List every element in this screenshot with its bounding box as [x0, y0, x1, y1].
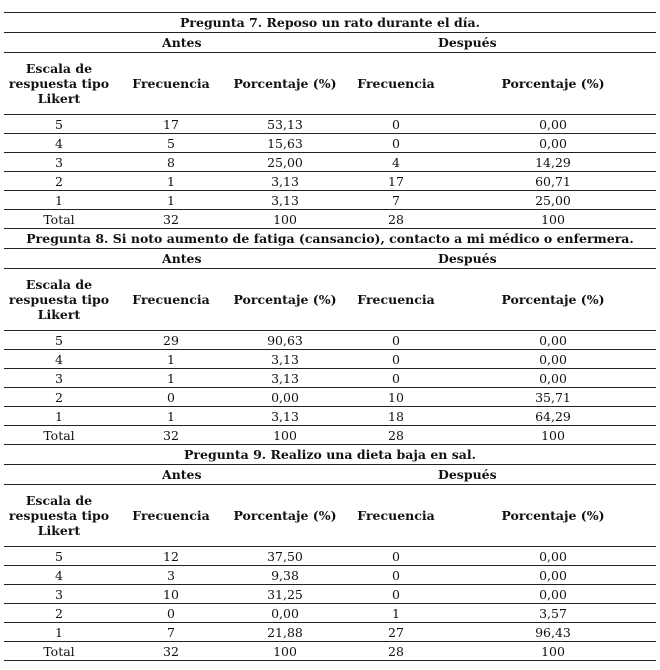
percent-after-header: Porcentaje (%) [450, 269, 656, 331]
percent-after-cell: 0,00 [450, 566, 656, 585]
table-row [4, 585, 656, 604]
scale-cell: 4 [4, 134, 114, 153]
likert-tables [4, 0, 656, 661]
percent-before-cell: 15,63 [228, 134, 342, 153]
percent-before-cell: 0,00 [228, 604, 342, 623]
table-row [4, 350, 656, 369]
frequency-after-cell: 28 [342, 642, 450, 661]
frequency-before-header: Frecuencia [114, 485, 228, 547]
percent-after-cell: 0,00 [450, 369, 656, 388]
percent-after-cell: 14,29 [450, 153, 656, 172]
frequency-after-header: Frecuencia [342, 485, 450, 547]
frequency-after-cell: 17 [342, 172, 450, 191]
column-header-row [4, 485, 656, 547]
scale-cell: 1 [4, 407, 114, 426]
percent-before-cell: 21,88 [228, 623, 342, 642]
frequency-after-cell: 28 [342, 210, 450, 229]
table-row [4, 172, 656, 191]
frequency-before-cell: 0 [114, 604, 228, 623]
scale-cell: 3 [4, 585, 114, 604]
scale-cell: 5 [4, 547, 114, 566]
frequency-before-cell: 0 [114, 388, 228, 407]
frequency-before-cell: 17 [114, 115, 228, 134]
percent-after-cell: 0,00 [450, 585, 656, 604]
percent-after-cell: 100 [450, 642, 656, 661]
frequency-before-cell: 5 [114, 134, 228, 153]
percent-before-header: Porcentaje (%) [228, 485, 342, 547]
percent-after-cell: 35,71 [450, 388, 656, 407]
scale-header: Escala de respuesta tipo Likert [4, 269, 114, 331]
percent-before-cell: 3,13 [228, 407, 342, 426]
frequency-before-cell: 32 [114, 426, 228, 445]
column-header-row [4, 53, 656, 115]
scale-cell: Total [4, 642, 114, 661]
scale-header: Escala de respuesta tipo Likert [4, 53, 114, 115]
question-title-row [4, 445, 656, 465]
frequency-after-cell: 0 [342, 350, 450, 369]
results-table [4, 12, 656, 661]
frequency-before-cell: 1 [114, 350, 228, 369]
percent-after-cell: 25,00 [450, 191, 656, 210]
percent-before-cell: 100 [228, 642, 342, 661]
frequency-after-cell: 0 [342, 115, 450, 134]
table-row [4, 191, 656, 210]
frequency-after-cell: 28 [342, 426, 450, 445]
percent-after-cell: 96,43 [450, 623, 656, 642]
percent-before-cell: 37,50 [228, 547, 342, 566]
percent-before-cell: 53,13 [228, 115, 342, 134]
frequency-after-cell: 0 [342, 585, 450, 604]
percent-before-cell: 3,13 [228, 172, 342, 191]
column-header-row [4, 269, 656, 331]
frequency-before-header: Frecuencia [114, 269, 228, 331]
percent-after-cell: 0,00 [450, 547, 656, 566]
percent-before-header: Porcentaje (%) [228, 53, 342, 115]
table-row [4, 623, 656, 642]
period-header-row [4, 249, 656, 269]
percent-after-cell: 64,29 [450, 407, 656, 426]
scale-header: Escala de respuesta tipo Likert [4, 485, 114, 547]
table-row [4, 547, 656, 566]
frequency-after-cell: 0 [342, 547, 450, 566]
percent-after-cell: 100 [450, 210, 656, 229]
frequency-before-cell: 1 [114, 407, 228, 426]
total-row [4, 426, 656, 445]
frequency-before-cell: 12 [114, 547, 228, 566]
percent-after-cell: 3,57 [450, 604, 656, 623]
percent-before-cell: 3,13 [228, 369, 342, 388]
table-row [4, 153, 656, 172]
scale-cell: 1 [4, 623, 114, 642]
percent-after-cell: 60,71 [450, 172, 656, 191]
scale-cell: 4 [4, 350, 114, 369]
table-row [4, 369, 656, 388]
frequency-after-cell: 0 [342, 369, 450, 388]
scale-cell: 5 [4, 115, 114, 134]
percent-before-cell: 90,63 [228, 331, 342, 350]
scale-cell: Total [4, 426, 114, 445]
frequency-before-cell: 32 [114, 210, 228, 229]
question-title-row [4, 13, 656, 33]
table-row [4, 388, 656, 407]
frequency-after-cell: 18 [342, 407, 450, 426]
percent-before-cell: 3,13 [228, 191, 342, 210]
frequency-after-cell: 0 [342, 566, 450, 585]
percent-after-cell: 0,00 [450, 331, 656, 350]
frequency-before-cell: 3 [114, 566, 228, 585]
after-label: Después [342, 249, 656, 269]
frequency-after-header: Frecuencia [342, 53, 450, 115]
percent-after-cell: 0,00 [450, 134, 656, 153]
scale-cell: 2 [4, 388, 114, 407]
frequency-before-cell: 29 [114, 331, 228, 350]
scale-cell: 4 [4, 566, 114, 585]
scale-cell: 2 [4, 172, 114, 191]
frequency-before-cell: 32 [114, 642, 228, 661]
table-row [4, 331, 656, 350]
percent-after-cell: 0,00 [450, 115, 656, 134]
frequency-before-cell: 7 [114, 623, 228, 642]
table-row [4, 407, 656, 426]
percent-before-cell: 25,00 [228, 153, 342, 172]
frequency-before-cell: 1 [114, 191, 228, 210]
percent-before-cell: 0,00 [228, 388, 342, 407]
scale-cell: Total [4, 210, 114, 229]
frequency-after-cell: 1 [342, 604, 450, 623]
before-label: Antes [4, 33, 342, 53]
frequency-after-cell: 0 [342, 134, 450, 153]
after-label: Después [342, 33, 656, 53]
frequency-after-header: Frecuencia [342, 269, 450, 331]
frequency-before-cell: 1 [114, 172, 228, 191]
percent-before-header: Porcentaje (%) [228, 269, 342, 331]
frequency-after-cell: 0 [342, 331, 450, 350]
table-row [4, 134, 656, 153]
percent-after-header: Porcentaje (%) [450, 485, 656, 547]
frequency-after-cell: 4 [342, 153, 450, 172]
frequency-before-header: Frecuencia [114, 53, 228, 115]
before-label: Antes [4, 249, 342, 269]
frequency-before-cell: 8 [114, 153, 228, 172]
before-label: Antes [4, 465, 342, 485]
scale-cell: 5 [4, 331, 114, 350]
table-row [4, 115, 656, 134]
scale-cell: 1 [4, 191, 114, 210]
percent-before-cell: 100 [228, 426, 342, 445]
percent-before-cell: 9,38 [228, 566, 342, 585]
frequency-after-cell: 27 [342, 623, 450, 642]
question-title: Pregunta 9. Realizo una dieta baja en sal. [4, 445, 656, 465]
frequency-before-cell: 10 [114, 585, 228, 604]
scale-cell: 3 [4, 369, 114, 388]
period-header-row [4, 33, 656, 53]
percent-after-cell: 100 [450, 426, 656, 445]
percent-after-header: Porcentaje (%) [450, 53, 656, 115]
percent-before-cell: 100 [228, 210, 342, 229]
total-row [4, 642, 656, 661]
total-row [4, 210, 656, 229]
period-header-row [4, 465, 656, 485]
question-title-row [4, 229, 656, 249]
frequency-after-cell: 7 [342, 191, 450, 210]
percent-after-cell: 0,00 [450, 350, 656, 369]
frequency-before-cell: 1 [114, 369, 228, 388]
scale-cell: 3 [4, 153, 114, 172]
question-title: Pregunta 7. Reposo un rato durante el día. [4, 13, 656, 33]
after-label: Después [342, 465, 656, 485]
scale-cell: 2 [4, 604, 114, 623]
percent-before-cell: 3,13 [228, 350, 342, 369]
percent-before-cell: 31,25 [228, 585, 342, 604]
table-row [4, 566, 656, 585]
table-row [4, 604, 656, 623]
frequency-after-cell: 10 [342, 388, 450, 407]
question-title: Pregunta 8. Si noto aumento de fatiga (cansancio), contacto a mi médico o enfermera. [4, 229, 656, 249]
